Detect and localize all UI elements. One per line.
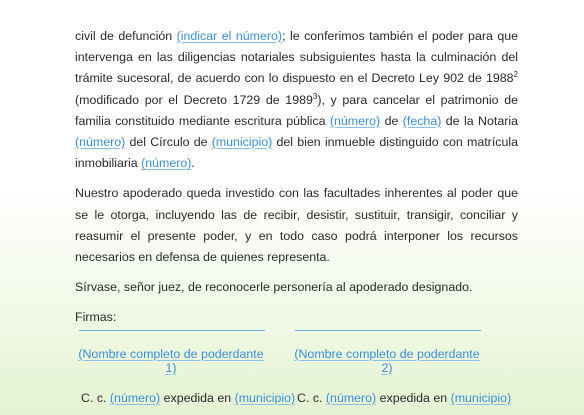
cc-expedida: expedida en: [160, 391, 235, 405]
text-segment: del bien inmueble distinguido con matrícula inmobiliaria: [75, 135, 518, 171]
placeholder-cc-numero[interactable]: (número): [109, 391, 161, 405]
paragraph-personeria: Sírvase, señor juez, de reconocerle personería al apoderado designado.: [75, 280, 473, 295]
paragraph-poder-continuacion: [75, 26, 518, 174]
text-segment: ), y para cancelar el patrimonio de familia constituido mediante escritura pública: [75, 92, 518, 128]
text-segment: (modificado por el Decreto 1729 de 1989: [75, 92, 313, 107]
cc-line: [75, 391, 296, 405]
placeholder-nombre-poderdante-2[interactable]: (Nombre completo de poderdante 2): [294, 347, 480, 375]
placeholder-numero-escritura[interactable]: (número): [329, 113, 381, 128]
signature-line[interactable]: [295, 330, 481, 331]
placeholder-municipio[interactable]: (municipio): [211, 135, 273, 150]
cc-expedida: expedida en: [376, 391, 451, 405]
footnote-ref-3[interactable]: 3: [312, 91, 318, 101]
firmas-label: Firmas:: [75, 310, 117, 325]
cc-line: [291, 391, 512, 405]
signature-block-2: [291, 330, 512, 405]
signature-line[interactable]: [79, 330, 265, 331]
cc-prefix: C. c.: [297, 391, 326, 405]
footnote-ref-2[interactable]: 2: [513, 70, 518, 80]
text-segment: ; le conferimos también el poder para que intervenga en las diligencias notariales subsiguientes hasta la culminación del trámite sucesoral, de acuerdo con lo dispuesto en el Decreto Ley 902 de 1988: [75, 29, 519, 86]
paragraph-facultades: Nuestro apoderado queda investido con las facultades inherentes al poder que se le otorga, incluyendo las de recibir, desistir, sustituir, transigir, conciliar y reasumir el presente poder, y en todo caso podrá interponer los recursos necesarios en defensa de quienes representa.: [75, 186, 518, 265]
placeholder-cc-municipio[interactable]: (municipio): [450, 391, 512, 405]
text-segment: de: [380, 113, 403, 128]
placeholder-numero-defuncion[interactable]: (indicar el número): [176, 29, 283, 43]
placeholder-fecha[interactable]: (fecha): [402, 113, 442, 128]
signature-block-1: [75, 330, 296, 405]
text-segment: civil de defunción: [75, 29, 177, 43]
placeholder-cc-municipio[interactable]: (municipio): [234, 391, 296, 405]
cc-prefix: C. c.: [81, 391, 110, 405]
placeholder-cc-numero[interactable]: (número): [325, 391, 377, 405]
placeholder-numero-notaria[interactable]: (número): [75, 135, 126, 150]
document-body: [75, 26, 518, 338]
placeholder-nombre-poderdante-1[interactable]: (Nombre completo de poderdante 1): [78, 347, 264, 375]
text-segment: de la Notaria: [441, 113, 518, 128]
text-segment: del Círculo de: [125, 135, 212, 150]
placeholder-numero-matricula[interactable]: (número): [141, 156, 192, 171]
text-segment: .: [191, 156, 195, 171]
